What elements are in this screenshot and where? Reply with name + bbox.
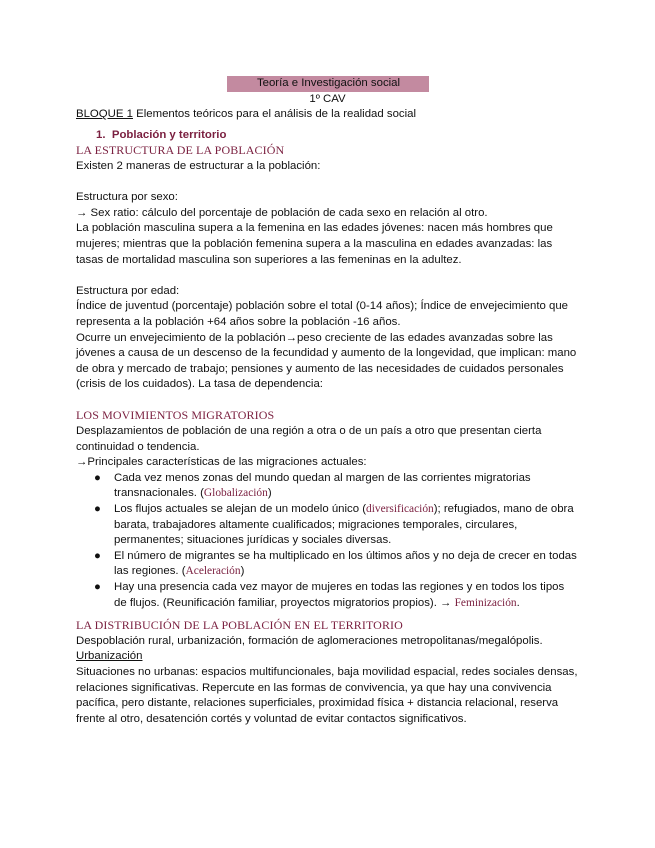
estructura-intro: Existen 2 maneras de estructurar a la población: <box>76 159 321 172</box>
section-1-number: 1. <box>96 128 106 141</box>
urbanizacion-label: Urbanización <box>76 650 143 663</box>
keyword-diversificacion: diversificación <box>366 503 434 516</box>
section-1-title: Población y territorio <box>111 128 227 141</box>
document-title-row <box>76 76 579 92</box>
movimientos-intro: Desplazamientos de población de una región a otra o de un país a otro que presentan cierta continuidad o tendencia. <box>76 425 542 453</box>
bullet-icon: ● <box>94 581 101 593</box>
urbanizacion-paragraph: Situaciones no urbanas: espacios multifuncionales, baja movilidad espacial, redes sociales densas, relaciones significativas. Repercute en las formas de convivencia, ya que hay una convivencia pacífica, pero distante, relaciones superficiales, proximidad física + distancia relacional, reserva frente al otro, desatención cortés y voluntad de evitar contactos significativos. <box>76 665 578 725</box>
distribucion-intro: Despoblación rural, urbanización, formación de aglomeraciones metropolitanas/megalópolis. <box>76 634 543 647</box>
document-title: Teoría e Investigación social <box>227 76 429 92</box>
block-line <box>76 107 579 123</box>
distribucion-heading: LA DISTRIBUCIÓN DE LA POBLACIÓN EN EL TERRITORIO <box>76 618 403 633</box>
envejecimiento-paragraph: Ocurre un envejecimiento de la población→peso creciente de las edades avanzadas sobre las jóvenes a causa de un descenso de la fecundidad y aumento de la longevidad, que implican: mano de obra y mercado de trabajo; pensiones y aumento de las necesidades de cuidados personales (crisis de los cuidados). La tasa de dependencia: <box>76 331 577 391</box>
principales-line: →Principales características de las migraciones actuales: <box>76 456 367 469</box>
list-item: ● Los flujos actuales se alejan de un modelo único (diversificación); refugiados, mano de obra barata, trabajadores altamente cualificados; migraciones temporales, circulares, permanentes; situaciones jurídicas y sociales diversas. <box>94 503 574 547</box>
section-1-heading <box>76 128 579 144</box>
list-item: ● Cada vez menos zonas del mundo quedan al margen de las corrientes migratorias transnacionales. (Globalización) <box>94 471 531 500</box>
keyword-feminizacion: Feminización <box>454 596 517 609</box>
bullet-icon: ● <box>94 549 101 562</box>
movimientos-heading: LOS MOVIMIENTOS MIGRATORIOS <box>76 408 275 423</box>
keyword-aceleracion: Aceleración <box>185 565 241 578</box>
block-text: Elementos teóricos para el análisis de la realidad social <box>132 108 417 121</box>
keyword-globalizacion: Globalización <box>203 487 268 500</box>
block-label: BLOQUE 1 <box>76 108 133 121</box>
estructura-heading: LA ESTRUCTURA DE LA POBLACIÓN <box>76 143 285 158</box>
sex-ratio-text: → Sex ratio: cálculo del porcentaje de población de cada sexo en relación al otro. <box>76 206 488 219</box>
migration-bullets <box>76 471 579 611</box>
bullet-icon: ● <box>94 471 101 484</box>
list-item: ● El número de migrantes se ha multiplicado en los últimos años y no deja de crecer en todas las regiones. (Aceleración) <box>94 549 577 578</box>
edad-label: Estructura por edad: <box>76 284 180 297</box>
bullet-icon: ● <box>94 503 101 516</box>
sexo-label: Estructura por sexo: <box>76 191 178 204</box>
course-label: 1º CAV <box>309 92 346 105</box>
edad-paragraph: Índice de juventud (porcentaje) población sobre el total (0-14 años); Índice de envejecimiento que representa a la población +64 años sobre la población -16 años. <box>76 300 569 328</box>
sexo-paragraph: La población masculina supera a la femenina en las edades jóvenes: nacen más hombres que mujeres; mientras que la población femenina supera a la masculina en edades avanzadas: las tasas de mortalidad masculina son superiores a las femeninas en la adultez. <box>76 222 553 266</box>
list-item: ● Hay una presencia cada vez mayor de mujeres en todas las regiones y en todos los tipos de flujos. (Reunificación familiar, proyectos migratorios propios). → Feminización. <box>94 581 565 609</box>
